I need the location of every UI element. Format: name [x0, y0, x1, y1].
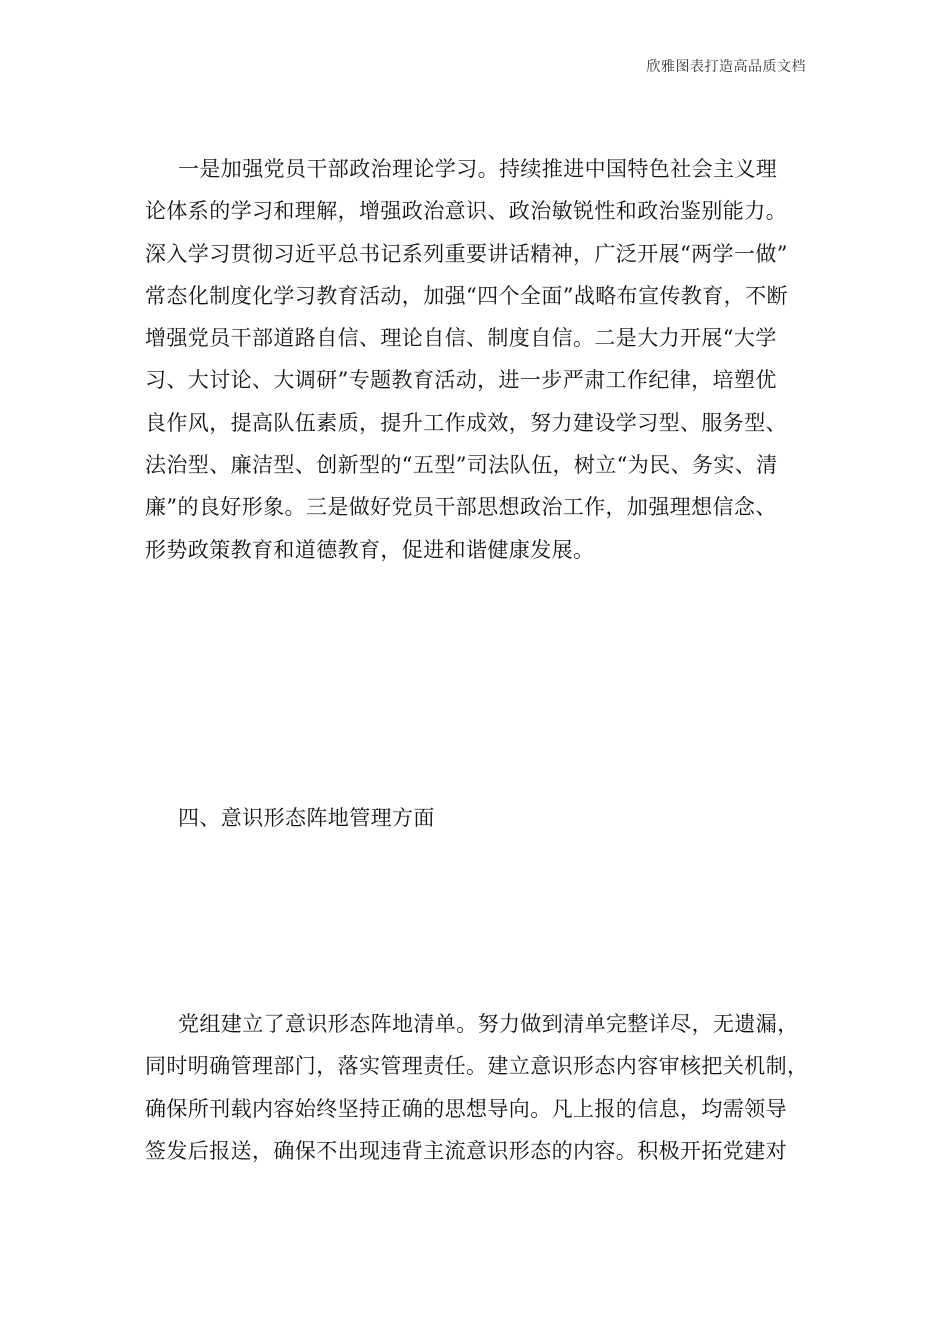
paragraph-line: 签发后报送，确保不出现违背主流意识形态的内容。积极开拓党建对 — [145, 1138, 787, 1163]
section-heading: 四、意识形态阵地管理方面 — [178, 806, 435, 830]
paragraph-line: 形势政策教育和道德教育，促进和谐健康发展。 — [145, 537, 595, 562]
paragraph-ideology-position — [145, 1003, 807, 1172]
paragraph-line: 常态化制度化学习教育活动，加强“四个全面”战略布宣传教育，不断 — [145, 283, 788, 308]
header-watermark-text: 欣雅图表打造高品质文档 — [646, 59, 806, 75]
paragraph-line: 党组建立了意识形态阵地清单。努力做到清单完整详尽，无遗漏， — [178, 1012, 799, 1036]
paragraph-line: 习、大讨论、大调研”专题教育活动，进一步严肃工作纪律，培塑优 — [145, 368, 777, 393]
paragraph-line: 同时明确管理部门，落实管理责任。建立意识形态内容审核把关机制， — [145, 1054, 809, 1079]
paragraph-line: 良作风，提高队伍素质，提升工作成效，努力建设学习型、服务型、 — [145, 410, 787, 435]
paragraph-line: 确保所刊载内容始终坚持正确的思想导向。凡上报的信息，均需领导 — [145, 1096, 787, 1121]
paragraph-line: 论体系的学习和理解，增强政治意识、政治敏锐性和政治鉴别能力。 — [145, 199, 787, 224]
paragraph-line: 廉”的良好形象。三是做好党员干部思想政治工作，加强理想信念、 — [145, 495, 777, 520]
paragraph-line: 深入学习贯彻习近平总书记系列重要讲话精神，广泛开展“两学一做” — [145, 241, 788, 266]
paragraph-line: 一是加强党员干部政治理论学习。持续推进中国特色社会主义理 — [178, 157, 778, 181]
paragraph-line: 法治型、廉洁型、创新型的“五型”司法队伍，树立“为民、务实、清 — [145, 453, 778, 478]
paragraph-political-study — [145, 148, 807, 571]
paragraph-line: 增强党员干部道路自信、理论自信、制度自信。二是大力开展“大学 — [145, 326, 777, 351]
